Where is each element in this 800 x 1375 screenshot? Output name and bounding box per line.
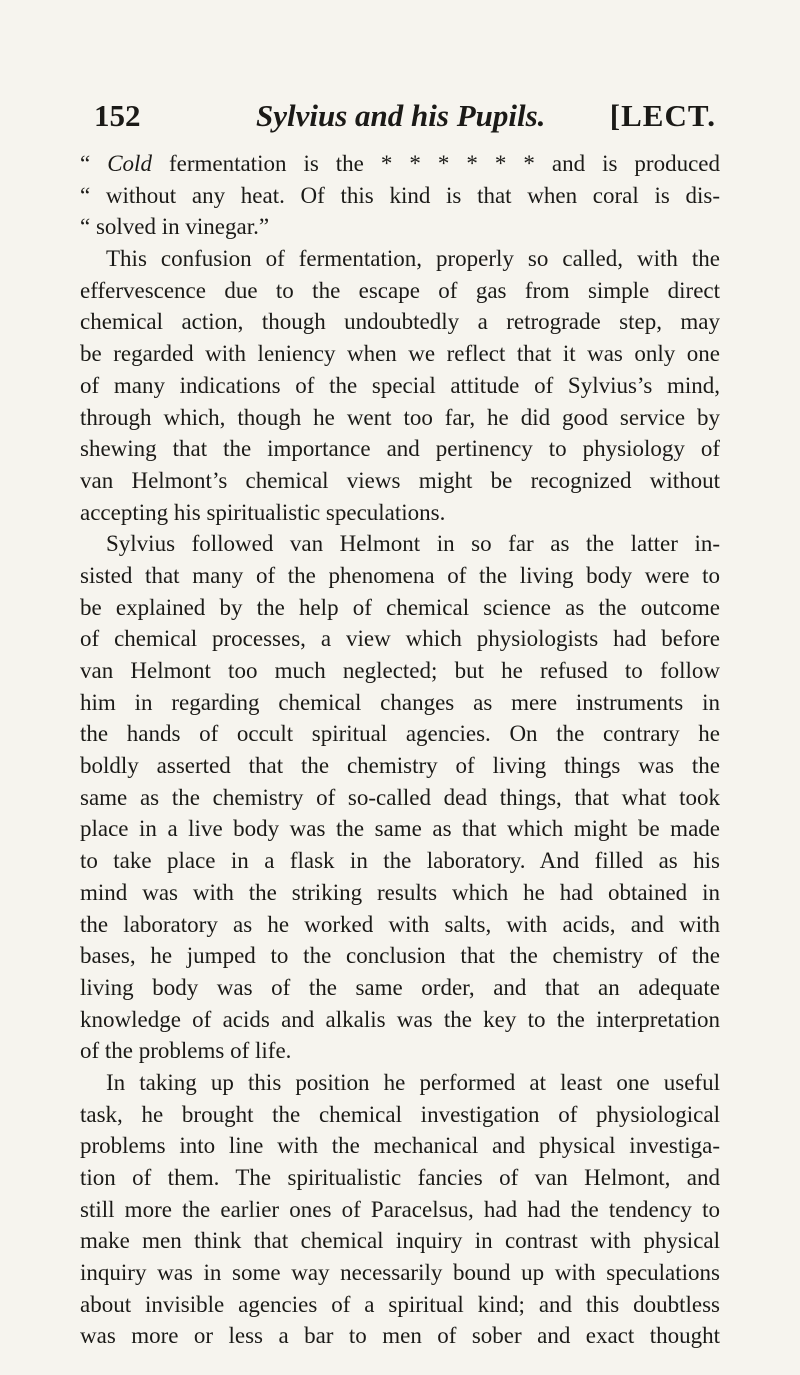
- text-line: van Helmont’s chemical views might be recognized without: [80, 467, 720, 493]
- running-title: Sylvius and his Pupils.: [256, 98, 546, 133]
- text-line: boldly asserted that the chemistry of living things was the: [80, 753, 720, 779]
- text-line: same as the chemistry of so-called dead things, that what took: [80, 784, 720, 810]
- text-line: living body was of the same order, and that an adequate: [80, 974, 720, 1000]
- text-line: through which, though he went too far, he did good service by: [80, 404, 720, 430]
- body-text: [80, 148, 720, 1352]
- text-line: make men think that chemical inquiry in contrast with physical: [80, 1228, 720, 1254]
- text-line: the hands of occult spiritual agencies. On the contrary he: [80, 721, 720, 747]
- page-number: 152: [94, 98, 141, 133]
- text-line: tion of them. The spiritualistic fancies of van Helmont, and: [80, 1165, 720, 1190]
- text-line: van Helmont too much neglected; but he refused to follow: [80, 658, 720, 683]
- text-line: mind was with the striking results which he had obtained in: [80, 879, 720, 905]
- text-line: be regarded with leniency when we reflect that it was only one: [80, 341, 720, 367]
- quote-line: [80, 148, 720, 180]
- text-line: This confusion of fermentation, properly so called, with the: [106, 246, 720, 272]
- quote-italic-word: Cold: [107, 151, 152, 176]
- open-quote: “: [80, 151, 91, 176]
- text-line: to take place in a flask in the laboratory. And filled as his: [80, 848, 720, 874]
- text-line: still more the earlier ones of Paracelsus, had had the tendency to: [80, 1196, 720, 1222]
- text-line: sisted that many of the phenomena of the living body were to: [80, 562, 720, 588]
- text-line: Sylvius followed van Helmont in so far as the latter in-: [106, 531, 720, 557]
- text-line: knowledge of acids and alkalis was the key to the interpretation: [80, 1006, 720, 1032]
- text-line: of chemical processes, a view which physiologists had before: [80, 626, 720, 652]
- text-line: bases, he jumped to the conclusion that the chemistry of the: [80, 943, 720, 969]
- text-line: shewing that the importance and pertinency to physiology of: [80, 436, 720, 462]
- quote-line: “ without any heat. Of this kind is that when coral is dis-: [80, 182, 720, 208]
- text-line: place in a live body was the same as that which might be made: [80, 816, 720, 842]
- lecture-mark: [LECT.: [609, 98, 716, 133]
- text-line: of the problems of life.: [80, 1038, 292, 1064]
- text-line: effervescence due to the escape of gas from simple direct: [80, 277, 720, 303]
- text-line: In taking up this position he performed at least one useful: [106, 1069, 720, 1095]
- text-line: was more or less a bar to men of sober and exact thought: [80, 1323, 720, 1349]
- quote-line: “ solved in vinegar.”: [80, 214, 270, 240]
- text-line: the laboratory as he worked with salts, with acids, and with: [80, 911, 720, 937]
- text-line: inquiry was in some way necessarily bound up with speculations: [80, 1260, 720, 1286]
- text-line: accepting his spiritualistic speculations.: [80, 499, 446, 525]
- text-line: chemical action, though undoubtedly a retrograde step, may: [80, 309, 720, 335]
- quote-line-rest: fermentation is the * * * * * * and is produced: [168, 151, 720, 176]
- text-line: of many indications of the special attitude of Sylvius’s mind,: [80, 372, 720, 398]
- text-line: problems into line with the mechanical and physical investiga-: [80, 1133, 720, 1159]
- running-head: [94, 96, 716, 136]
- text-line: him in regarding chemical changes as mere instruments in: [80, 689, 720, 715]
- text-line: about invisible agencies of a spiritual kind; and this doubtless: [80, 1291, 720, 1317]
- text-line: task, he brought the chemical investigation of physiological: [80, 1101, 720, 1127]
- text-line: be explained by the help of chemical science as the outcome: [80, 594, 720, 620]
